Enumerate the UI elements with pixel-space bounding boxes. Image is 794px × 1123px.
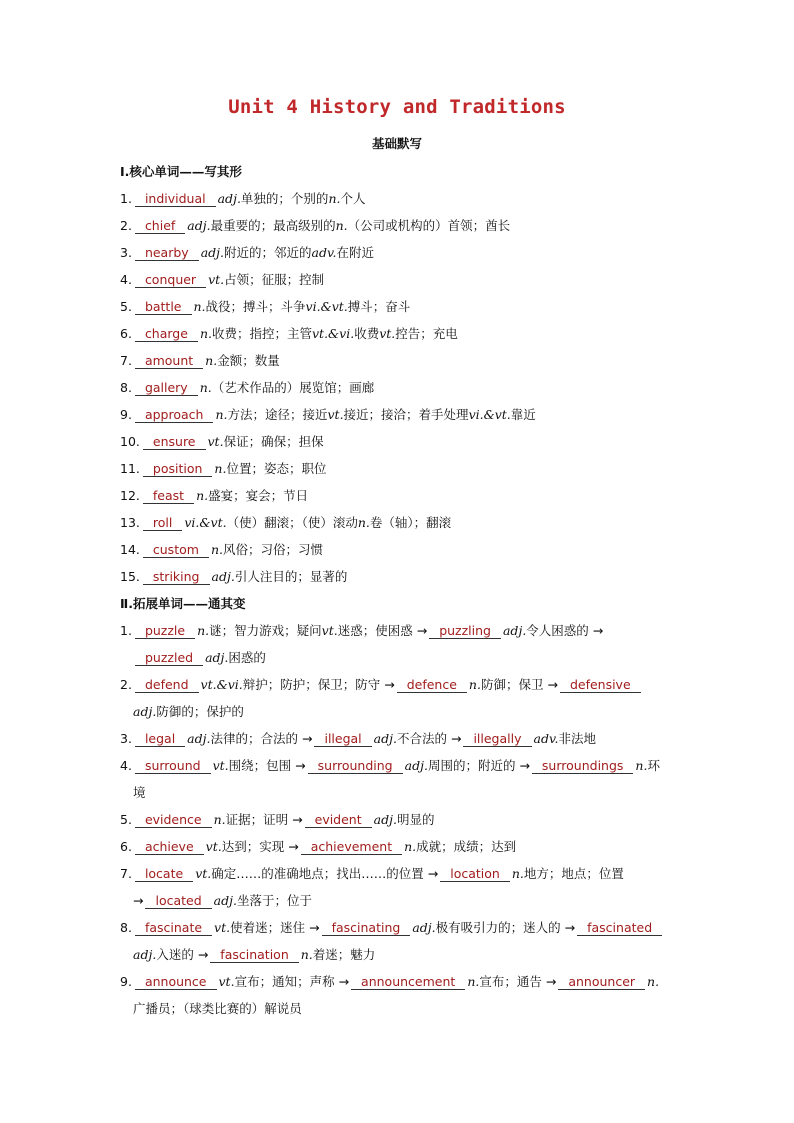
answer-blank: announce (135, 974, 217, 990)
arrow-icon: → (416, 623, 428, 638)
answer-blank: evident (305, 812, 372, 828)
arrow-icon: → (292, 812, 303, 827)
section-heading-extended-words: Ⅱ.拓展单词——通其变 (120, 596, 246, 611)
answer-blank: illegal (314, 731, 371, 747)
arrow-icon: → (133, 893, 144, 908)
answer-blank: conquer (135, 272, 206, 288)
answer-blank: surrounding (308, 758, 403, 774)
list-item: 15. striking adj.引人注目的；显著的 (120, 569, 348, 584)
answer-blank: individual (135, 191, 216, 207)
answer-blank: defend (135, 677, 199, 693)
list-item-continued: → located adj.坐落于；位于 (133, 893, 312, 908)
arrow-icon: → (564, 920, 576, 935)
answer-blank: illegally (463, 731, 531, 747)
answer-blank: announcement (351, 974, 465, 990)
list-item: 5. evidence n.证据；证明 → evident adj.明显的 (120, 812, 435, 827)
arrow-icon: → (288, 839, 299, 854)
core-word-list (120, 185, 665, 590)
answer-blank: battle (135, 299, 192, 315)
list-item: 13. roll vi.&vt.（使）翻滚；（使）滚动n.卷（轴）；翻滚 (120, 515, 452, 530)
answer-blank: custom (143, 542, 209, 558)
answer-blank: charge (135, 326, 198, 342)
list-item: 7. amount n.金额；数量 (120, 353, 280, 368)
list-item-continued: puzzled adj.困惑的 (120, 644, 665, 671)
answer-blank: located (145, 893, 211, 909)
answer-blank: position (143, 461, 213, 477)
list-item: 1. puzzle n.谜；智力游戏；疑问vt.迷惑；使困惑 → puzzling adj.令人困惑的 → (120, 623, 604, 638)
list-item: 5. battle n.战役；搏斗；斗争vi.&vt.搏斗；奋斗 (120, 299, 411, 314)
page-subtitle: 基础默写 (371, 136, 422, 151)
answer-blank: surroundings (532, 758, 634, 774)
list-item: 4. surround vt.围绕；包围 → surrounding adj.周围的；附近的 → surroundings n.环 (120, 758, 660, 773)
answer-blank: puzzling (429, 623, 501, 639)
answer-blank: locate (135, 866, 193, 882)
list-item-continued: 广播员；（球类比赛的）解说员 (133, 1001, 302, 1016)
answer-blank: approach (135, 407, 214, 423)
list-item-continued: 境 (133, 785, 146, 800)
answer-blank: puzzled (135, 650, 203, 666)
list-item-continued: adj.入迷的 → fascination n.着迷；魅力 (133, 947, 376, 962)
answer-blank: evidence (135, 812, 212, 828)
answer-blank: location (440, 866, 510, 882)
list-item: 9. announce vt.宣布；通知；声称 → announcement n.宣布；通告 → announcer n. (120, 974, 660, 989)
answer-blank: chief (135, 218, 185, 234)
list-item: 6. achieve vt.达到；实现 → achievement n.成就；成绩；达到 (120, 839, 517, 854)
section-heading-core-words: Ⅰ.核心单词——写其形 (120, 164, 242, 179)
list-item: 4. conquer vt.占领；征服；控制 (120, 272, 325, 287)
arrow-icon: → (427, 866, 439, 881)
answer-blank: fascination (210, 947, 298, 963)
arrow-icon: → (545, 974, 557, 989)
answer-blank: ensure (143, 434, 206, 450)
page-title: Unit 4 History and Traditions (228, 96, 566, 118)
arrow-icon: → (450, 731, 462, 746)
answer-blank: striking (143, 569, 210, 585)
arrow-icon: → (197, 947, 209, 962)
answer-blank: roll (143, 515, 182, 531)
answer-blank: achieve (135, 839, 204, 855)
arrow-icon: → (295, 758, 306, 773)
answer-blank: defensive (560, 677, 641, 693)
list-item: 3. legal adj.法律的；合法的 → illegal adj.不合法的 → illegally adv.非法地 (120, 731, 597, 746)
list-item: 8. fascinate vt.使着迷；迷住 → fascinating adj.极有吸引力的；迷人的 → fascinated (120, 914, 665, 941)
list-item: 1. individual adj.单独的；个别的n.个人 (120, 191, 366, 206)
arrow-icon: → (309, 920, 320, 935)
list-item: 14. custom n.风俗；习俗；习惯 (120, 542, 323, 557)
answer-blank: puzzle (135, 623, 195, 639)
answer-blank: feast (143, 488, 194, 504)
list-item: 10. ensure vt.保证；确保；担保 (120, 434, 324, 449)
list-item: 9. approach n.方法；途径；接近vt.接近；接洽；着手处理vi.&vt.靠近 (120, 407, 536, 422)
list-item: 3. nearby adj.附近的；邻近的adv.在附近 (120, 245, 375, 260)
list-item: 7. locate vt.确定……的准确地点；找出……的位置 → location n.地方；地点；位置 (120, 866, 624, 881)
arrow-icon: → (547, 677, 558, 692)
list-item: 2. defend vt.&vi.辩护；防护；保卫；防守 → defence n.防御；保卫 → defensive (120, 671, 665, 698)
answer-blank: fascinated (577, 920, 662, 936)
answer-blank: nearby (135, 245, 199, 261)
answer-blank: defence (397, 677, 467, 693)
arrow-icon: → (301, 731, 313, 746)
list-item: 6. charge n.收费；指控；主管vt.&vi.收费vt.控告；充电 (120, 326, 458, 341)
list-item-continued: adj.防御的；保护的 (133, 704, 244, 719)
answer-blank: gallery (135, 380, 198, 396)
list-item: 8. gallery n.（艺术作品的）展览馆；画廊 (120, 380, 375, 395)
answer-blank: surround (135, 758, 211, 774)
worksheet-content (120, 158, 665, 1022)
list-item: 12. feast n.盛宴；宴会；节日 (120, 488, 309, 503)
answer-blank: fascinate (135, 920, 212, 936)
answer-blank: amount (135, 353, 203, 369)
answer-blank: legal (135, 731, 185, 747)
arrow-icon: → (384, 677, 395, 692)
answer-blank: achievement (301, 839, 402, 855)
arrow-icon: → (592, 623, 604, 638)
answer-blank: announcer (558, 974, 645, 990)
list-item: 11. position n.位置；姿态；职位 (120, 461, 327, 476)
arrow-icon: → (338, 974, 350, 989)
answer-blank: fascinating (322, 920, 411, 936)
list-item: 2. chief adj.最重要的；最高级别的n.（公司或机构的）首领；酋长 (120, 218, 511, 233)
arrow-icon: → (519, 758, 530, 773)
